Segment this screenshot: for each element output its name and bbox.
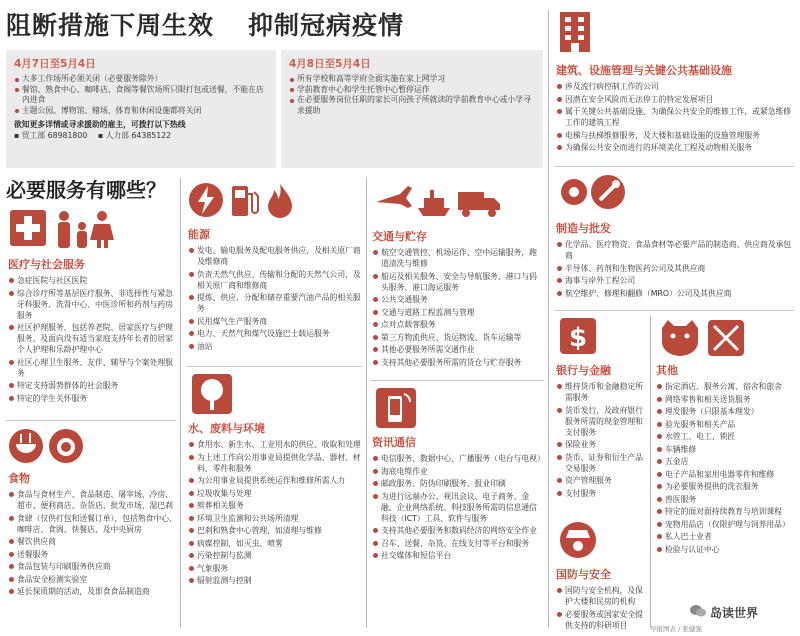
food-section bbox=[8, 470, 178, 599]
logo-text: 岛读世界 bbox=[710, 606, 759, 620]
page-title bbox=[6, 6, 546, 44]
list-item: 为进行远端办公、视讯会议、电子商务、金融、企业网络系统、科技服务所需的信息通信科技（ICT）工具、软件与服务 bbox=[372, 491, 544, 524]
tree-icon bbox=[190, 372, 250, 416]
flame-icon bbox=[268, 184, 292, 218]
water-section bbox=[188, 420, 362, 588]
contact-mom: ▪ 人力部 64385122 bbox=[97, 131, 172, 140]
list-item: 验光服务和相关产品 bbox=[656, 419, 796, 430]
list-item: 送餐服务 bbox=[8, 549, 178, 560]
list-item: 半导体、药剂和生物医药公司及其供应商 bbox=[556, 263, 794, 274]
energy-icon-group bbox=[188, 180, 298, 220]
building-section bbox=[556, 62, 794, 155]
lightning-icon bbox=[189, 183, 223, 217]
water-title: 水、废料与环境 bbox=[188, 422, 265, 435]
truck-icon bbox=[458, 192, 500, 217]
contact-mti: ▪ 贸工部 68981800 bbox=[14, 131, 88, 140]
energy-title: 能源 bbox=[188, 228, 210, 241]
defence-title: 国防与安全 bbox=[556, 568, 611, 581]
section-title: 必要服务有哪些？ bbox=[6, 178, 166, 202]
list-item: 保险业务 bbox=[556, 439, 648, 450]
list-item: 海底电缆作业 bbox=[372, 466, 544, 477]
medical-section bbox=[8, 256, 178, 405]
phone-antenna-icon bbox=[374, 386, 418, 430]
list-item: 延长保质期的活动，及即食食品制造商 bbox=[8, 586, 178, 597]
divider bbox=[554, 310, 794, 311]
list-item: 兽医服务 bbox=[656, 494, 796, 505]
list-item: 支持其他必要服务所需的货仓与贮存服务 bbox=[372, 357, 544, 368]
list-item: 为上述工作向公用事业局提供化学品、器材、材料、零件和服务 bbox=[188, 452, 362, 474]
list-item: 病媒控制，如灭虫、喷雾 bbox=[188, 538, 362, 549]
list-item: 殡葬相关服务 bbox=[188, 500, 362, 511]
list-item: 食用水、新生水、工业用水的供应、收取和处理 bbox=[188, 439, 362, 450]
list-item: 民用煤气生产服务商 bbox=[188, 316, 362, 327]
list-item: 所有学校和高等学府全面实施在家上网学习 bbox=[289, 74, 535, 85]
top-mid-box bbox=[281, 50, 543, 168]
bowl-icon bbox=[9, 429, 43, 463]
list-item: 餐饮供应商 bbox=[8, 536, 178, 547]
list-item: 餐馆、熟食中心、咖啡店、食阁等餐饮场所只限打包或送餐，不能在店内进食 bbox=[14, 85, 268, 106]
list-item: 指定酒店、服务公寓、宿舍和旅舍 bbox=[656, 381, 796, 392]
manufacturing-icon-group bbox=[556, 170, 636, 214]
list-item: 电信服务、数据中心、广播服务（电台与电视） bbox=[372, 453, 544, 464]
divider bbox=[548, 10, 549, 628]
gear-icon bbox=[561, 179, 587, 205]
list-item: 检验与认证中心 bbox=[656, 544, 796, 555]
list-item: 宠物用品店（仅限护理与饲养用品） bbox=[656, 519, 796, 530]
list-item: 涉及流行病控制工作的公司 bbox=[556, 81, 794, 92]
list-item: 公共交通服务 bbox=[372, 294, 544, 305]
list-item: 特定支持弱势群体的社会服务 bbox=[8, 380, 178, 391]
hotline-note: 欲知更多详情或寻求援助的雇主，可拨打以下热线 bbox=[14, 120, 186, 129]
list-item: 电力、天然气和煤气设施巴士载运服务 bbox=[188, 328, 362, 339]
list-item: 网络零售和相关送货服务 bbox=[656, 394, 796, 405]
list-item: 发电、输电服务及配电服务供应，及相关原厂商及维修商 bbox=[188, 245, 362, 267]
transport-title: 交通与贮存 bbox=[372, 230, 427, 243]
divider bbox=[370, 380, 544, 381]
divider bbox=[180, 178, 181, 628]
list-item: 交通与道路工程监测与管理 bbox=[372, 307, 544, 318]
list-item: 其他必要服务所需交通作业 bbox=[372, 344, 544, 355]
list-item: 水管工、电工、锁匠 bbox=[656, 431, 796, 442]
list-item: 货币发行，及政府银行服务所需的现金管理和支付服务 bbox=[556, 405, 648, 438]
banking-title: 银行与金融 bbox=[556, 364, 611, 377]
list-item: 社区护理服务，包括养老院、居家医疗与护理服务，及面向没有适当家庭支持年长者的居家个人护理和乐龄护理中心 bbox=[8, 322, 178, 355]
list-item: 垃圾收集与处理 bbox=[188, 488, 362, 499]
divider bbox=[366, 178, 367, 628]
defence-section bbox=[556, 566, 648, 632]
list-item: 电子产品和家用电器零件和维修 bbox=[656, 469, 796, 480]
list-item: 召车、送餐、杂货、在线支付等平台和服务 bbox=[372, 538, 544, 549]
comm-section bbox=[372, 434, 544, 563]
divider bbox=[186, 366, 362, 367]
divider bbox=[650, 316, 651, 628]
list-item: 在必要服务岗位任职的家长可向孩子所就读的学前教育中心或小学寻求援助 bbox=[289, 95, 535, 116]
dollar-icon bbox=[558, 316, 598, 356]
comm-title: 资讯通信 bbox=[372, 436, 416, 449]
manufacturing-title: 制造与批发 bbox=[556, 222, 611, 235]
food-plate-icon bbox=[49, 429, 83, 463]
list-item: 航空维护、修理和翻修（MRO）公司及其供应商 bbox=[556, 288, 794, 299]
list-item: 急症医院与社区医院 bbox=[8, 275, 178, 286]
watermark-logo bbox=[690, 604, 758, 621]
wrench-icon bbox=[591, 175, 625, 209]
list-item: 大多工作场所必须关闭（必要服务除外） bbox=[14, 74, 268, 85]
building-title: 建筑、设施管理与关键公共基础设施 bbox=[556, 64, 732, 77]
list-item: 食肆（仅供打包和送餐订单），包括熟食中心、咖啡店、食阁、快餐店，及中央厨房 bbox=[8, 513, 178, 535]
list-item: 理发服务（只限基本理发） bbox=[656, 406, 796, 417]
top-left-list bbox=[14, 74, 268, 116]
food-icon-group bbox=[8, 426, 108, 466]
list-item: 航空交通管控、机场运作、空中运输服务，跑道清洗与维修 bbox=[372, 247, 544, 269]
list-item: 辐射监测与控制 bbox=[188, 575, 362, 586]
building-icon bbox=[556, 10, 596, 54]
others-title: 其他 bbox=[656, 364, 678, 377]
top-left-box bbox=[6, 50, 276, 168]
list-item: 特定的面对面持续教育与培训课程 bbox=[656, 506, 796, 517]
list-item: 属于关键公共基础设施、为确保公共安全的维修工作，或紧急维修工作的建筑工程 bbox=[556, 106, 794, 128]
list-item: 邮政服务、防伪印刷服务、报业印刷 bbox=[372, 478, 544, 489]
list-item: 车辆维修 bbox=[656, 444, 796, 455]
list-item: 第三方物流供应、货运物流、货车运输等 bbox=[372, 332, 544, 343]
list-item: 维持货币和金融稳定所需服务 bbox=[556, 381, 648, 403]
list-item: 国防与安全机构，及保护大楼和民房的机构 bbox=[556, 585, 648, 607]
police-cap-icon bbox=[558, 520, 598, 560]
tools-icon bbox=[708, 320, 744, 356]
others-section bbox=[656, 362, 796, 556]
wechat-icon bbox=[690, 604, 706, 621]
list-item: 食品包装与印刷服务供应商 bbox=[8, 561, 178, 572]
medical-icon-group bbox=[8, 206, 158, 250]
list-item: 支持其他必要服务和数码经济的网络安全作业 bbox=[372, 525, 544, 536]
transport-section bbox=[372, 228, 544, 369]
list-item: 船运及相关服务、安全与导航服务、港口与码头服务、港口海运服务 bbox=[372, 271, 544, 293]
ship-icon bbox=[418, 190, 450, 216]
fuel-pump-icon bbox=[232, 186, 258, 216]
list-item: 电梯与扶梯维修服务，及大楼和基础设施的设施管理服务 bbox=[556, 130, 794, 141]
food-title: 食物 bbox=[8, 472, 30, 485]
list-item: 为确保公共安全而进行的环境美化工程及动物相关服务 bbox=[556, 142, 794, 153]
list-item: 货币、证券和衍生产品交易服务 bbox=[556, 452, 648, 474]
list-item: 学前教育中心和学生托管中心暂停运作 bbox=[289, 85, 535, 96]
list-item: 资产管理服务 bbox=[556, 475, 648, 486]
list-item: 食品与食材生产、食品制造、屠宰场、冷房、超市、便利商店、杂货店、批发市场、湿巴刹 bbox=[8, 489, 178, 511]
list-item: 综合诊疗所等基层医疗服务、非选择性与紧急牙科服务、洗肾中心、中医诊所和药剂与药房服务 bbox=[8, 288, 178, 321]
top-left-date: 4月7日至5月4日 bbox=[14, 58, 96, 70]
list-item: 社交媒体和短信平台 bbox=[372, 550, 544, 561]
list-item: 支付服务 bbox=[556, 488, 648, 499]
hotline-contacts bbox=[14, 130, 268, 141]
medical-title: 医疗与社会服务 bbox=[8, 258, 85, 271]
list-item: 化学品、医疗物资、食品食材等必要产品的制造商、供应商及承包商 bbox=[556, 239, 794, 261]
top-mid-list bbox=[289, 74, 535, 116]
list-item: 环境卫生监测和公共场所清理 bbox=[188, 513, 362, 524]
list-item: 污染控制与监测 bbox=[188, 550, 362, 561]
first-aid-icon bbox=[10, 210, 46, 246]
list-item: 因潜在安全风险而无法停工的特定发展项目 bbox=[556, 94, 794, 105]
list-item: 私人巴士业者 bbox=[656, 531, 796, 542]
top-mid-date: 4月8日至5月4日 bbox=[289, 58, 371, 70]
divider bbox=[6, 420, 176, 421]
airplane-icon bbox=[376, 186, 412, 208]
list-item: 油站 bbox=[188, 341, 362, 352]
list-item: 食品安全检测实验室 bbox=[8, 574, 178, 585]
svg-text:$: $ bbox=[568, 323, 588, 353]
transport-icon-group bbox=[372, 184, 502, 220]
list-item: 社区心理卫生服务、友伴、辅导与个案处理服务 bbox=[8, 357, 178, 379]
list-item: 为公用事业局提供系统运作和维修所需人力 bbox=[188, 475, 362, 486]
list-item: 气象服务 bbox=[188, 563, 362, 574]
list-item: 海事与岸外工程公司 bbox=[556, 275, 794, 286]
divider bbox=[554, 166, 794, 167]
list-item: 特定的学生关怀服务 bbox=[8, 393, 178, 404]
list-item: 五金店 bbox=[656, 456, 796, 467]
credit: 早报图表 / 张健强 bbox=[650, 625, 702, 633]
list-item: 为必要服务提供的洗衣服务 bbox=[656, 481, 796, 492]
list-item: 负责天然气供应、传输和分配的天然气公司，及相关原厂商和维修商 bbox=[188, 269, 362, 291]
title-right: 抑制冠病疫情 bbox=[248, 11, 405, 40]
manufacturing-section bbox=[556, 220, 794, 300]
cat-icon bbox=[662, 320, 698, 356]
list-item: 必要服务或国家安全提供支持的科研项目 bbox=[556, 609, 648, 631]
list-item: 提炼、供应、分配和储存重要汽油产品的相关服务 bbox=[188, 292, 362, 314]
title-left: 阻断措施下周生效 bbox=[6, 11, 215, 40]
list-item: 点对点载客服务 bbox=[372, 319, 544, 330]
banking-section bbox=[556, 362, 648, 500]
list-item: 巴刹和熟食中心管理，如清理与维修 bbox=[188, 525, 362, 536]
others-icon-group bbox=[658, 318, 748, 358]
family-icon bbox=[58, 211, 114, 248]
list-item: 主题公园、博物馆、赌场、体育和休闲设施都将关闭 bbox=[14, 106, 268, 117]
energy-section bbox=[188, 226, 362, 353]
